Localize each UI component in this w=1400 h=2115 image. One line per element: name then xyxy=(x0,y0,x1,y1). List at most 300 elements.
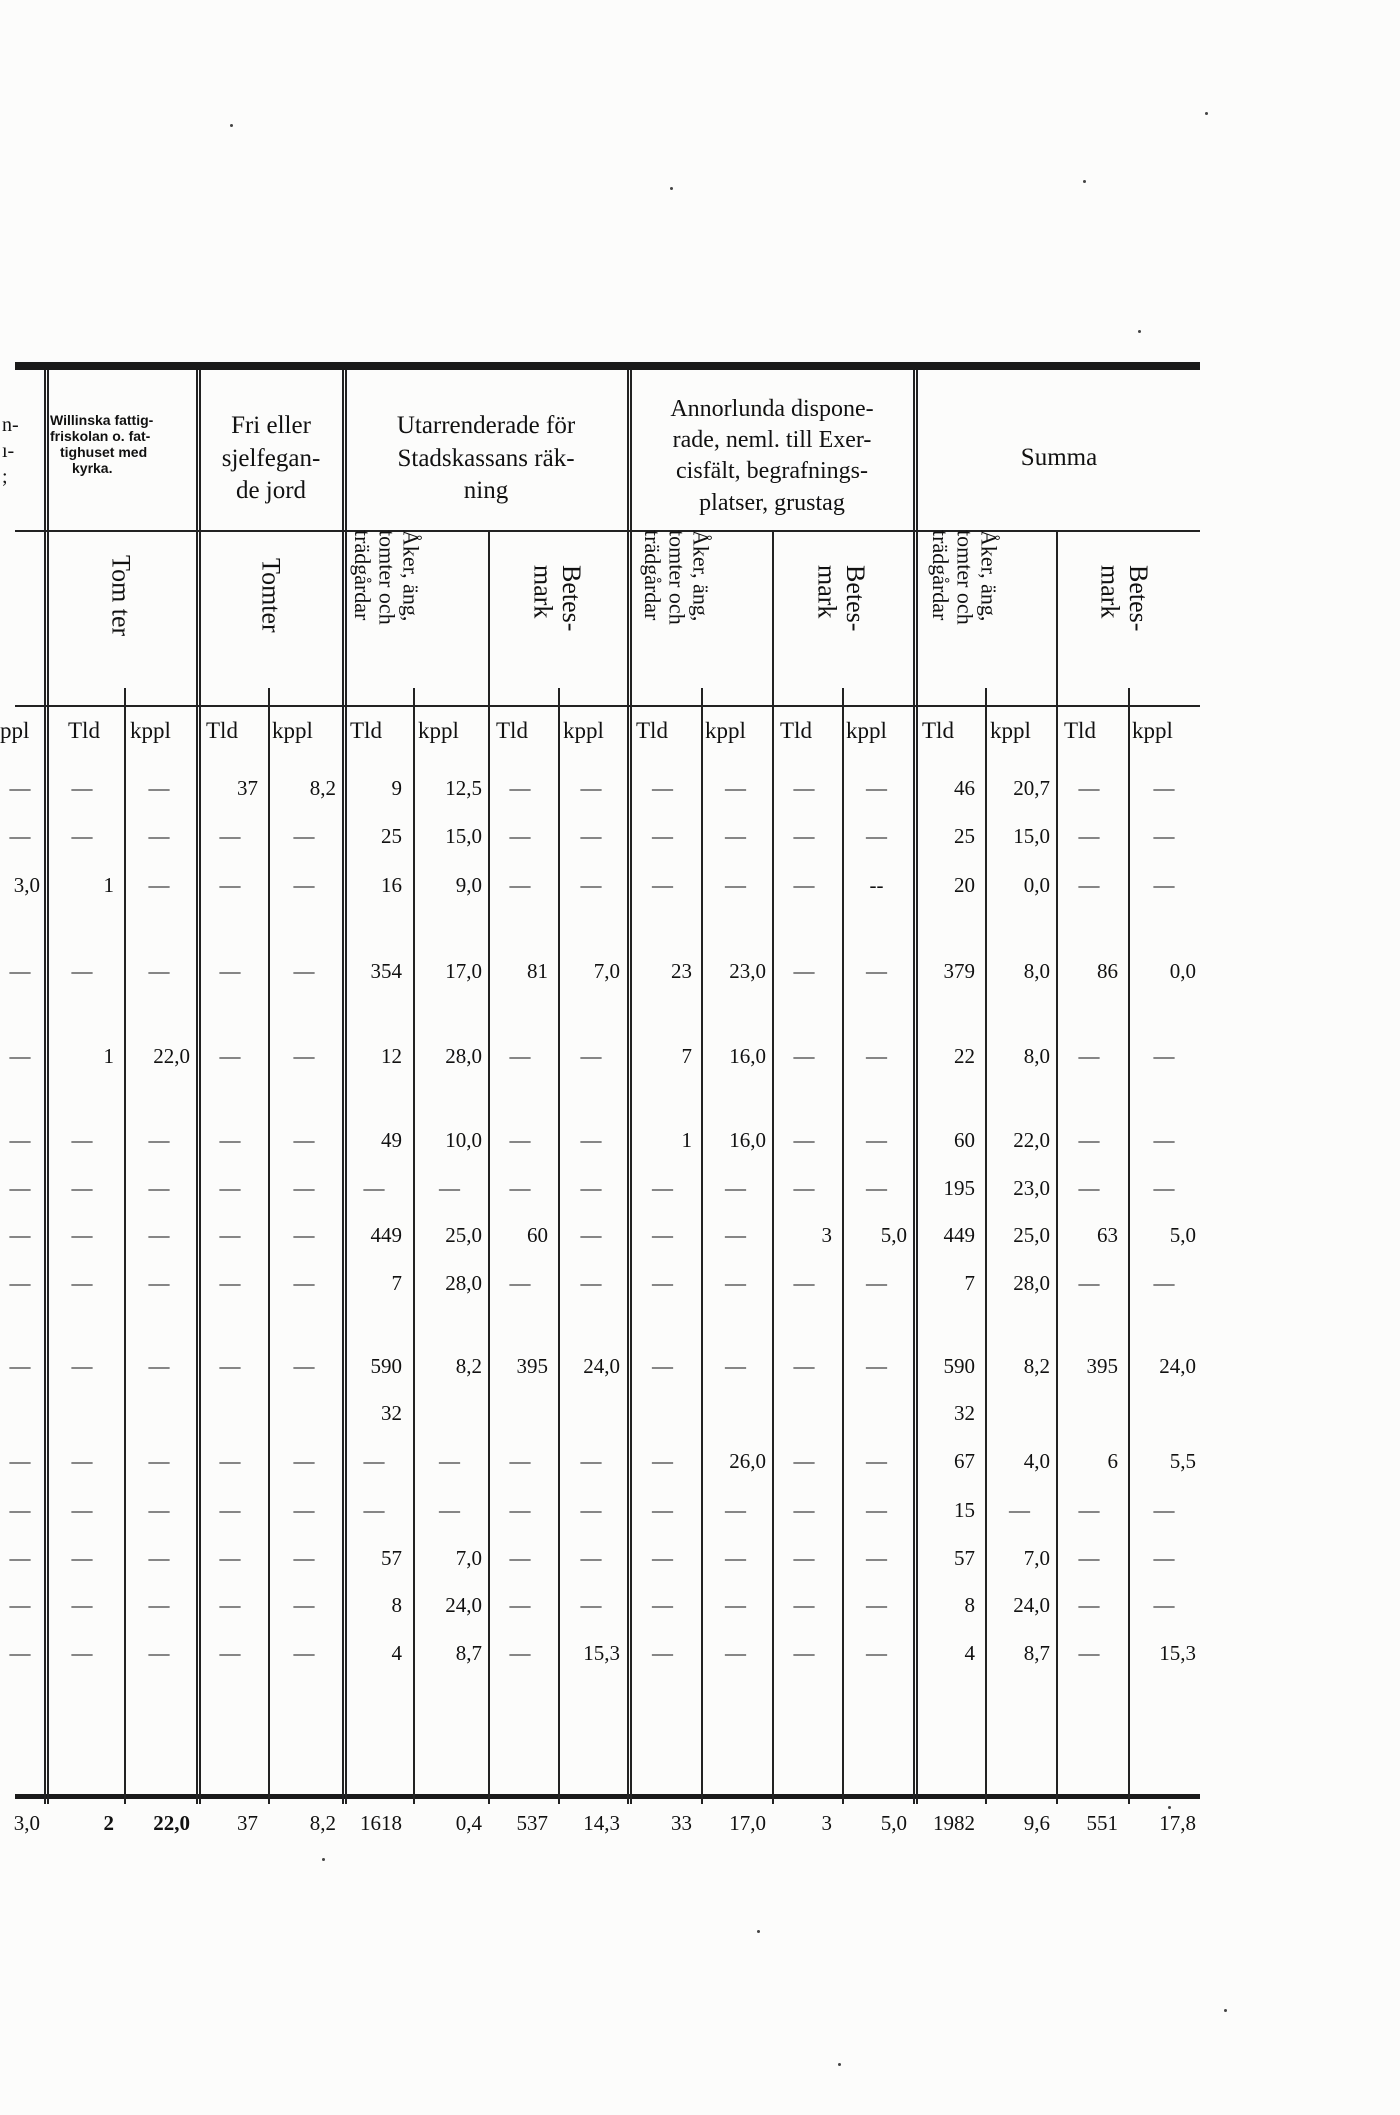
table-cell: — xyxy=(509,1271,531,1295)
table-cell: — xyxy=(866,776,887,800)
table-cell: 17,0 xyxy=(445,959,482,983)
table-cell: — xyxy=(9,959,31,983)
table-cell: 28,0 xyxy=(1013,1271,1050,1295)
speck xyxy=(1205,112,1208,115)
table-top-rule xyxy=(15,362,1200,370)
col-rule xyxy=(913,370,918,1804)
table-cell: — xyxy=(148,1176,170,1200)
subheader-rule xyxy=(15,705,1200,707)
table-cell: 5,0 xyxy=(1169,1223,1196,1247)
table-cell: — xyxy=(652,1593,673,1617)
col-rule xyxy=(772,530,774,1804)
table-cell: — xyxy=(71,824,93,848)
table-cell: 33 xyxy=(671,1811,692,1835)
table-cell: — xyxy=(148,1271,170,1295)
table-cell: — xyxy=(580,1128,602,1152)
table-cell: — xyxy=(793,1176,815,1200)
table-cell: 1 xyxy=(103,873,114,897)
table-cell: — xyxy=(793,1271,815,1295)
table-cell: — xyxy=(148,824,170,848)
table-cell: 26,0 xyxy=(729,1449,766,1473)
table-cell: — xyxy=(363,1498,385,1522)
table-cell: 24,0 xyxy=(1159,1354,1196,1378)
table-cell: 25,0 xyxy=(445,1223,482,1247)
table-cell: — xyxy=(219,1128,241,1152)
table-cell: — xyxy=(219,1223,241,1247)
table-cell: — xyxy=(293,1546,315,1570)
table-cell: — xyxy=(1078,1593,1100,1617)
table-cell: 67 xyxy=(954,1449,975,1473)
table-cell: — xyxy=(793,824,815,848)
table-cell: — xyxy=(793,959,815,983)
table-cell: 32 xyxy=(381,1401,402,1425)
table-cell: — xyxy=(509,1546,531,1570)
table-cell: — xyxy=(293,1128,315,1152)
table-cell: — xyxy=(219,959,241,983)
table-cell: 551 xyxy=(1086,1811,1118,1835)
table-cell: — xyxy=(293,959,315,983)
table-cell: — xyxy=(866,1044,887,1068)
table-cell: 15,0 xyxy=(445,824,482,848)
table-cell: 8 xyxy=(391,1593,402,1617)
table-cell: — xyxy=(793,1449,815,1473)
table-cell: — xyxy=(1078,776,1100,800)
table-cell: — xyxy=(9,1641,31,1665)
table-cell: 32 xyxy=(954,1401,975,1425)
table-cell: — xyxy=(866,1128,887,1152)
table-cell: — xyxy=(725,1354,746,1378)
table-cell: — xyxy=(1078,1176,1100,1200)
table-cell: — xyxy=(509,1593,531,1617)
table-cell: 25,0 xyxy=(1013,1223,1050,1247)
table-cell: — xyxy=(9,1593,31,1617)
table-cell: — xyxy=(509,1044,531,1068)
table-cell: 0,0 xyxy=(1023,873,1050,897)
table-cell: — xyxy=(793,1044,815,1068)
table-cell: 4 xyxy=(964,1641,975,1665)
table-cell: — xyxy=(580,824,602,848)
unit-tld: Tld xyxy=(636,718,668,743)
speck xyxy=(1168,1806,1171,1809)
col-rule xyxy=(558,688,560,1804)
unit-tld: Tld xyxy=(350,718,382,743)
table-cell: — xyxy=(580,1498,602,1522)
table-cell: — xyxy=(793,1593,815,1617)
table-cell: 8,2 xyxy=(455,1354,482,1378)
table-cell: — xyxy=(9,1449,31,1473)
table-cell: 8,2 xyxy=(309,776,336,800)
table-cell: — xyxy=(219,1641,241,1665)
table-cell: — xyxy=(71,1176,93,1200)
table-cell: — xyxy=(866,824,887,848)
table-cell: — xyxy=(866,1593,887,1617)
unit-kppl: kppl xyxy=(272,718,313,743)
table-cell: — xyxy=(71,1546,93,1570)
table-cell: 25 xyxy=(381,824,402,848)
table-cell: — xyxy=(9,824,31,848)
table-cell: — xyxy=(866,1271,887,1295)
table-cell: 8,2 xyxy=(309,1811,336,1835)
table-cell: — xyxy=(866,1176,887,1200)
col-rule xyxy=(842,688,844,1804)
col-rule xyxy=(985,688,987,1804)
table-cell: 23,0 xyxy=(1013,1176,1050,1200)
table-cell: — xyxy=(725,1223,746,1247)
table-cell: — xyxy=(148,1128,170,1152)
table-cell: — xyxy=(866,959,887,983)
table-cell: — xyxy=(866,1498,887,1522)
table-cell: — xyxy=(580,1449,602,1473)
table-cell: -- xyxy=(869,873,884,897)
table-cell: — xyxy=(580,1271,602,1295)
unit-kppl: kppl xyxy=(418,718,459,743)
table-cell: — xyxy=(1078,824,1100,848)
table-cell: — xyxy=(509,1641,531,1665)
table-cell: 1618 xyxy=(360,1811,402,1835)
table-cell: 60 xyxy=(954,1128,975,1152)
table-cell: — xyxy=(148,959,170,983)
unit-kppl: kppl xyxy=(130,718,171,743)
table-cell: — xyxy=(652,1176,673,1200)
table-cell: 17,0 xyxy=(729,1811,766,1835)
table-cell: — xyxy=(1009,1498,1030,1522)
table-cell: — xyxy=(71,1223,93,1247)
utarrenderade-header: Utarrenderade för Stadskassans räk- ning xyxy=(396,412,576,504)
table-cell: — xyxy=(293,1593,315,1617)
table-cell: 22,0 xyxy=(1013,1128,1050,1152)
table-cell: — xyxy=(725,1498,746,1522)
table-cell: — xyxy=(793,1128,815,1152)
table-cell: — xyxy=(71,1641,93,1665)
table-cell: — xyxy=(1153,1128,1175,1152)
partial-column-header: n- ı- ; xyxy=(2,414,19,488)
table-cell: — xyxy=(293,1354,315,1378)
table-cell: 20 xyxy=(954,873,975,897)
table-cell: 23,0 xyxy=(729,959,766,983)
table-cell: — xyxy=(652,873,673,897)
col-rule xyxy=(44,370,49,1804)
table-cell: — xyxy=(1078,1641,1100,1665)
table-cell: — xyxy=(219,1271,241,1295)
table-cell: — xyxy=(9,1176,31,1200)
speck xyxy=(757,1930,760,1933)
table-cell: — xyxy=(71,959,93,983)
table-cell: — xyxy=(9,1223,31,1247)
table-cell: 10,0 xyxy=(445,1128,482,1152)
total-cell: 22,0 xyxy=(153,1811,190,1835)
table-cell: — xyxy=(652,1223,673,1247)
table-cell: 7,0 xyxy=(455,1546,482,1570)
unit-tld: Tld xyxy=(206,718,238,743)
table-cell: 3 xyxy=(821,1811,832,1835)
table-cell: — xyxy=(148,776,170,800)
table-cell: — xyxy=(866,1354,887,1378)
total-cell: 2 xyxy=(103,1811,114,1835)
table-cell: — xyxy=(439,1449,460,1473)
table-cell: — xyxy=(219,1354,241,1378)
table-cell: 1 xyxy=(681,1128,692,1152)
table-cell: 1982 xyxy=(933,1811,975,1835)
table-cell: — xyxy=(793,1498,815,1522)
col-rule xyxy=(124,688,126,1804)
table-cell: — xyxy=(71,1498,93,1522)
unit-tld: Tld xyxy=(780,718,812,743)
unit-kppl: kppl xyxy=(563,718,604,743)
table-cell: — xyxy=(71,1449,93,1473)
table-cell: — xyxy=(509,776,531,800)
table-cell: 590 xyxy=(943,1354,975,1378)
table-cell: — xyxy=(219,1593,241,1617)
table-cell: 7,0 xyxy=(1023,1546,1050,1570)
table-cell: 7 xyxy=(964,1271,975,1295)
table-cell: 15 xyxy=(954,1498,975,1522)
table-cell: 0,4 xyxy=(455,1811,482,1835)
table-cell: 15,3 xyxy=(583,1641,620,1665)
table-cell: — xyxy=(725,1641,746,1665)
table-cell: — xyxy=(793,1641,815,1665)
table-cell: — xyxy=(148,1354,170,1378)
table-cell: 195 xyxy=(943,1176,975,1200)
table-cell: — xyxy=(652,1546,673,1570)
table-cell: 12 xyxy=(381,1044,402,1068)
table-cell: — xyxy=(293,1271,315,1295)
speck xyxy=(322,1858,325,1861)
table-cell: — xyxy=(509,824,531,848)
table-cell: 86 xyxy=(1097,959,1118,983)
table-cell: — xyxy=(866,1546,887,1570)
summa-header: Summa xyxy=(1020,444,1098,471)
table-cell: 28,0 xyxy=(445,1271,482,1295)
willinska-header: Willinska fattig- friskolan o. fat- tighuset med kyrka. xyxy=(50,412,154,477)
table-cell: — xyxy=(793,873,815,897)
table-cell: 15,0 xyxy=(1013,824,1050,848)
table-cell: — xyxy=(439,1176,460,1200)
table-cell: 537 xyxy=(516,1811,548,1835)
table-cell: 8,2 xyxy=(1023,1354,1050,1378)
table-cell: 6 xyxy=(1107,1449,1118,1473)
table-cell: 1 xyxy=(103,1044,114,1068)
unit-tld: Tld xyxy=(1064,718,1096,743)
table-cell: — xyxy=(71,1271,93,1295)
table-cell: — xyxy=(9,1044,31,1068)
table-cell: 37 xyxy=(237,776,258,800)
table-cell: — xyxy=(509,1128,531,1152)
table-cell: — xyxy=(652,1498,673,1522)
table-cell: — xyxy=(580,1044,602,1068)
table-cell: 49 xyxy=(381,1128,402,1152)
speck xyxy=(670,187,673,190)
table-cell: 8,7 xyxy=(455,1641,482,1665)
table-cell: — xyxy=(9,1354,31,1378)
table-cell: 8,7 xyxy=(1023,1641,1050,1665)
table-total-rule xyxy=(15,1794,1200,1799)
aker-subheader: Åker, äng, tomter och trädgårdar xyxy=(640,530,714,625)
table-cell: 9,6 xyxy=(1023,1811,1050,1835)
table-cell: — xyxy=(148,1498,170,1522)
table-cell: — xyxy=(9,1128,31,1152)
table-cell: 81 xyxy=(527,959,548,983)
table-cell: — xyxy=(439,1498,460,1522)
table-cell: — xyxy=(293,824,315,848)
tomter-subheader: Tom ter xyxy=(106,555,136,637)
table-cell: 9,0 xyxy=(455,873,482,897)
col-rule xyxy=(1128,688,1130,1804)
table-cell: — xyxy=(580,1546,602,1570)
speck xyxy=(230,124,233,127)
table-cell: 379 xyxy=(943,959,975,983)
table-cell: — xyxy=(148,1546,170,1570)
betesmark-subheader: Betes- mark xyxy=(812,565,871,632)
table-cell: — xyxy=(1153,1498,1175,1522)
aker-subheader: Åker, äng, tomter och trädgårdar xyxy=(928,530,1002,625)
table-cell: — xyxy=(1153,824,1175,848)
table-cell: 25 xyxy=(954,824,975,848)
table-cell: 4 xyxy=(391,1641,402,1665)
table-cell: — xyxy=(9,1271,31,1295)
table-cell: 3,0 xyxy=(13,1811,40,1835)
table-cell: — xyxy=(652,1449,673,1473)
table-cell: — xyxy=(363,1176,385,1200)
table-cell: — xyxy=(580,873,602,897)
table-cell: — xyxy=(1153,1044,1175,1068)
table-cell: — xyxy=(293,1641,315,1665)
table-cell: — xyxy=(1153,1546,1175,1570)
table-cell: — xyxy=(652,1641,673,1665)
table-cell: — xyxy=(652,824,673,848)
table-cell: 63 xyxy=(1097,1223,1118,1247)
table-cell: 7 xyxy=(681,1044,692,1068)
table-cell: — xyxy=(725,1271,746,1295)
table-cell: 4,0 xyxy=(1023,1449,1050,1473)
table-cell: 23 xyxy=(671,959,692,983)
header-rule xyxy=(15,530,1200,532)
table-cell: — xyxy=(148,1641,170,1665)
table-cell: — xyxy=(71,776,93,800)
table-cell: — xyxy=(219,1449,241,1473)
table-cell: — xyxy=(9,1498,31,1522)
table-cell: — xyxy=(219,1044,241,1068)
table-cell: 0,0 xyxy=(1169,959,1196,983)
table-cell: 449 xyxy=(370,1223,402,1247)
table-cell: — xyxy=(725,1593,746,1617)
unit-kppl: kppl xyxy=(846,718,887,743)
col-rule xyxy=(488,530,490,1804)
unit-kppl: kppl xyxy=(705,718,746,743)
table-cell: — xyxy=(725,1546,746,1570)
table-cell: — xyxy=(293,1044,315,1068)
table-cell: — xyxy=(293,873,315,897)
table-cell: — xyxy=(866,1641,887,1665)
table-cell: — xyxy=(9,1546,31,1570)
table-cell: 24,0 xyxy=(1013,1593,1050,1617)
col-rule xyxy=(196,370,201,1804)
table-cell: 16,0 xyxy=(729,1044,766,1068)
table-cell: 17,8 xyxy=(1159,1811,1196,1835)
table-cell: — xyxy=(1078,1498,1100,1522)
table-cell: — xyxy=(148,873,170,897)
table-cell: — xyxy=(580,776,602,800)
col-rule xyxy=(268,688,270,1804)
table-cell: — xyxy=(219,1546,241,1570)
speck xyxy=(1224,2009,1227,2012)
table-cell: — xyxy=(1153,1593,1175,1617)
table-cell: — xyxy=(293,1176,315,1200)
aker-subheader: Åker, äng, tomter och trädgårdar xyxy=(350,530,424,625)
table-cell: — xyxy=(725,776,746,800)
unit-tld: Tld xyxy=(922,718,954,743)
table-cell: 9 xyxy=(391,776,402,800)
table-cell: 449 xyxy=(943,1223,975,1247)
table-cell: — xyxy=(652,1271,673,1295)
table-cell: 24,0 xyxy=(445,1593,482,1617)
col-rule xyxy=(342,370,347,1804)
table-cell: — xyxy=(9,776,31,800)
table-cell: — xyxy=(148,1449,170,1473)
betesmark-subheader: Betes- mark xyxy=(1095,565,1154,632)
table-cell: 12,5 xyxy=(445,776,482,800)
table-cell: 590 xyxy=(370,1354,402,1378)
col-rule xyxy=(701,688,703,1804)
table-cell: 5,5 xyxy=(1169,1449,1196,1473)
col-rule xyxy=(413,688,415,1804)
table-cell: — xyxy=(1078,1271,1100,1295)
table-cell: — xyxy=(71,1593,93,1617)
table-cell: 20,7 xyxy=(1013,776,1050,800)
table-cell: 395 xyxy=(516,1354,548,1378)
table-cell: — xyxy=(725,824,746,848)
table-cell: 8 xyxy=(964,1593,975,1617)
table-cell: — xyxy=(652,1354,673,1378)
table-cell: 3,0 xyxy=(13,873,40,897)
table-cell: — xyxy=(293,1223,315,1247)
table-cell: 57 xyxy=(954,1546,975,1570)
table-cell: — xyxy=(1078,1128,1100,1152)
table-cell: 3 xyxy=(821,1223,832,1247)
table-cell: — xyxy=(219,1498,241,1522)
table-cell: 8,0 xyxy=(1023,1044,1050,1068)
table-cell: 14,3 xyxy=(583,1811,620,1835)
table-cell: — xyxy=(219,824,241,848)
table-cell: 60 xyxy=(527,1223,548,1247)
unit-tld: Tld xyxy=(496,718,528,743)
unit-kppl: kppl xyxy=(1132,718,1173,743)
table-cell: — xyxy=(580,1593,602,1617)
table-cell: — xyxy=(509,873,531,897)
table-cell: — xyxy=(71,1128,93,1152)
table-cell: — xyxy=(1078,873,1100,897)
table-cell: — xyxy=(148,1223,170,1247)
speck xyxy=(838,2063,841,2066)
speck xyxy=(1083,180,1086,183)
col-rule xyxy=(1056,530,1058,1804)
table-cell: — xyxy=(293,1498,315,1522)
table-cell: — xyxy=(509,1176,531,1200)
table-cell: — xyxy=(509,1498,531,1522)
table-cell: 28,0 xyxy=(445,1044,482,1068)
table-cell: — xyxy=(793,776,815,800)
table-cell: 22 xyxy=(954,1044,975,1068)
table-cell: 5,0 xyxy=(880,1811,907,1835)
table-cell: 46 xyxy=(954,776,975,800)
table-cell: 5,0 xyxy=(880,1223,907,1247)
col-rule xyxy=(627,370,632,1804)
table-cell: 7 xyxy=(391,1271,402,1295)
table-cell: 57 xyxy=(381,1546,402,1570)
unit-tld: Tld xyxy=(68,718,100,743)
table-cell: — xyxy=(1078,1044,1100,1068)
table-cell: — xyxy=(1078,1546,1100,1570)
table-cell: — xyxy=(1153,776,1175,800)
